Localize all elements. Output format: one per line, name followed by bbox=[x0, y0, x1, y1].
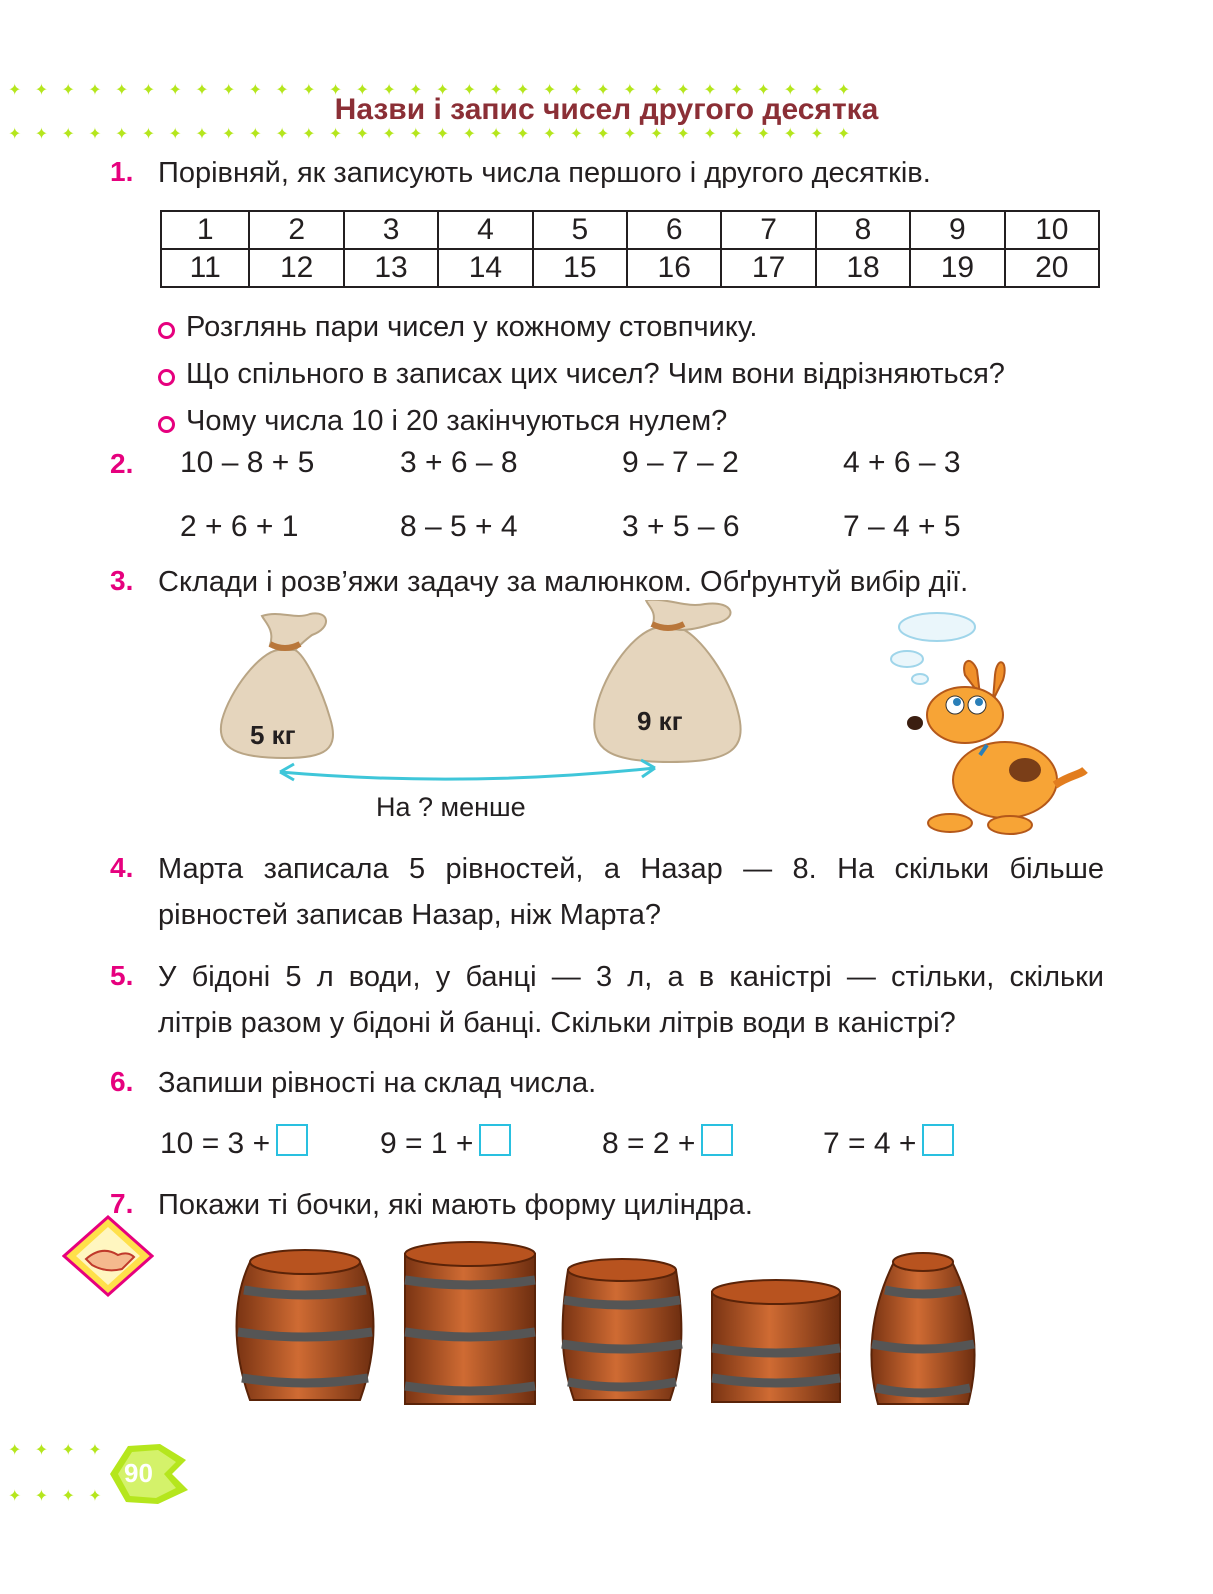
expression: 9 – 7 – 2 bbox=[622, 446, 739, 479]
barrel-3-icon bbox=[562, 1259, 682, 1400]
task-6-text: Запиши рівності на склад числа. bbox=[158, 1067, 597, 1099]
expression: 7 – 4 + 5 bbox=[843, 510, 961, 543]
table-cell: 7 bbox=[721, 211, 815, 249]
task-1-number: 1. bbox=[110, 156, 134, 187]
table-cell: 1 bbox=[161, 211, 249, 249]
equation: 8 = 2 + bbox=[602, 1124, 733, 1161]
page-number: 90 bbox=[124, 1458, 153, 1488]
task-4-line2: рівностей записав Назар, ніж Марта? bbox=[158, 899, 662, 931]
table-cell: 19 bbox=[910, 249, 1004, 287]
table-cell: 4 bbox=[438, 211, 532, 249]
expression: 10 – 8 + 5 bbox=[180, 446, 315, 479]
bullet-text: Розглянь пари чисел у кожному стовпчику. bbox=[186, 311, 758, 343]
equation: 9 = 1 + bbox=[380, 1124, 511, 1161]
bullet-text: Що спільного в записах цих чисел? Чим вони відрізняються? bbox=[186, 358, 1005, 390]
star-row-corner-icon: ✦ ✦ ✦ ✦ bbox=[8, 1442, 102, 1459]
table-cell: 2 bbox=[249, 211, 343, 249]
expression: 2 + 6 + 1 bbox=[180, 510, 299, 543]
dog-illustration-icon bbox=[885, 605, 1090, 840]
task-4-number: 4. bbox=[110, 852, 134, 883]
expression: 8 – 5 + 4 bbox=[400, 510, 518, 543]
equation: 7 = 4 + bbox=[823, 1124, 954, 1161]
task-5-line1: У бідоні 5 л води, у банці — 3 л, а в каністрі — стільки, скільки bbox=[158, 961, 1104, 993]
bullet-icon bbox=[158, 369, 175, 386]
answer-box[interactable] bbox=[922, 1124, 954, 1156]
table-cell: 8 bbox=[816, 211, 910, 249]
task-5-line2: літрів разом у бідоні й банці. Скільки літрів води в каністрі? bbox=[158, 1007, 956, 1039]
table-cell: 15 bbox=[533, 249, 627, 287]
star-row-top-icon: ✦ ✦ ✦ ✦ ✦ ✦ ✦ ✦ ✦ ✦ ✦ ✦ ✦ ✦ ✦ ✦ ✦ ✦ ✦ ✦ ✦ ✦ ✦ ✦ ✦ ✦ ✦ ✦ ✦ ✦ ✦ ✦ bbox=[8, 82, 851, 99]
table-cell: 12 bbox=[249, 249, 343, 287]
barrels-illustration bbox=[230, 1240, 990, 1420]
equation: 10 = 3 + bbox=[160, 1124, 308, 1161]
arrow-label: На ? менше bbox=[376, 792, 526, 822]
task-2-number: 2. bbox=[110, 448, 134, 479]
expression: 3 + 6 – 8 bbox=[400, 446, 518, 479]
task-6-number: 6. bbox=[110, 1066, 134, 1097]
star-row-bottom-icon: ✦ ✦ ✦ ✦ ✦ ✦ ✦ ✦ ✦ ✦ ✦ ✦ ✦ ✦ ✦ ✦ ✦ ✦ ✦ ✦ ✦ ✦ ✦ ✦ ✦ ✦ ✦ ✦ ✦ ✦ ✦ ✦ bbox=[8, 126, 851, 143]
bullet-icon bbox=[158, 322, 175, 339]
table-cell: 6 bbox=[627, 211, 721, 249]
bullet-icon bbox=[158, 416, 175, 433]
table-row bbox=[161, 211, 1099, 249]
table-cell: 17 bbox=[721, 249, 815, 287]
table-cell: 3 bbox=[344, 211, 438, 249]
page-title: Назви і запис чисел другого десятка bbox=[334, 93, 879, 126]
table-cell: 13 bbox=[344, 249, 438, 287]
barrel-1-icon bbox=[237, 1250, 374, 1400]
task-4-line1: Марта записала 5 рівностей, а Назар — 8. На скільки більше bbox=[158, 853, 1104, 885]
sack-large-icon bbox=[594, 600, 740, 762]
table-cell: 11 bbox=[161, 249, 249, 287]
answer-box[interactable] bbox=[276, 1124, 308, 1156]
table-cell: 9 bbox=[910, 211, 1004, 249]
barrel-4-icon bbox=[712, 1280, 840, 1402]
pair-work-icon bbox=[62, 1215, 154, 1297]
task-5-number: 5. bbox=[110, 960, 134, 991]
table-cell: 18 bbox=[816, 249, 910, 287]
numbers-table bbox=[160, 210, 1100, 288]
star-row-corner-icon: ✦ ✦ ✦ ✦ bbox=[8, 1488, 102, 1505]
expression: 3 + 5 – 6 bbox=[622, 510, 740, 543]
table-cell: 14 bbox=[438, 249, 532, 287]
table-cell: 16 bbox=[627, 249, 721, 287]
task-3-text: Склади і розв’яжи задачу за малюнком. Обґрунтуй вибір дії. bbox=[158, 566, 969, 598]
table-cell: 10 bbox=[1005, 211, 1099, 249]
table-cell: 5 bbox=[533, 211, 627, 249]
task-3-number: 3. bbox=[110, 565, 134, 596]
task-7-text: Покажи ті бочки, які мають форму циліндра. bbox=[158, 1189, 753, 1221]
expression: 4 + 6 – 3 bbox=[843, 446, 961, 479]
barrel-5-icon bbox=[871, 1253, 974, 1404]
table-cell: 20 bbox=[1005, 249, 1099, 287]
barrel-2-icon bbox=[405, 1242, 535, 1404]
bullet-text: Чому числа 10 і 20 закінчуються нулем? bbox=[186, 405, 728, 437]
answer-box[interactable] bbox=[701, 1124, 733, 1156]
answer-box[interactable] bbox=[479, 1124, 511, 1156]
sack-left-label: 5 кг bbox=[250, 720, 296, 750]
task-1-text: Порівняй, як записують числа першого і другого десятків. bbox=[158, 157, 931, 189]
sack-right-label: 9 кг bbox=[637, 706, 683, 736]
task-7-number: 7. bbox=[110, 1188, 134, 1219]
table-row bbox=[161, 249, 1099, 287]
